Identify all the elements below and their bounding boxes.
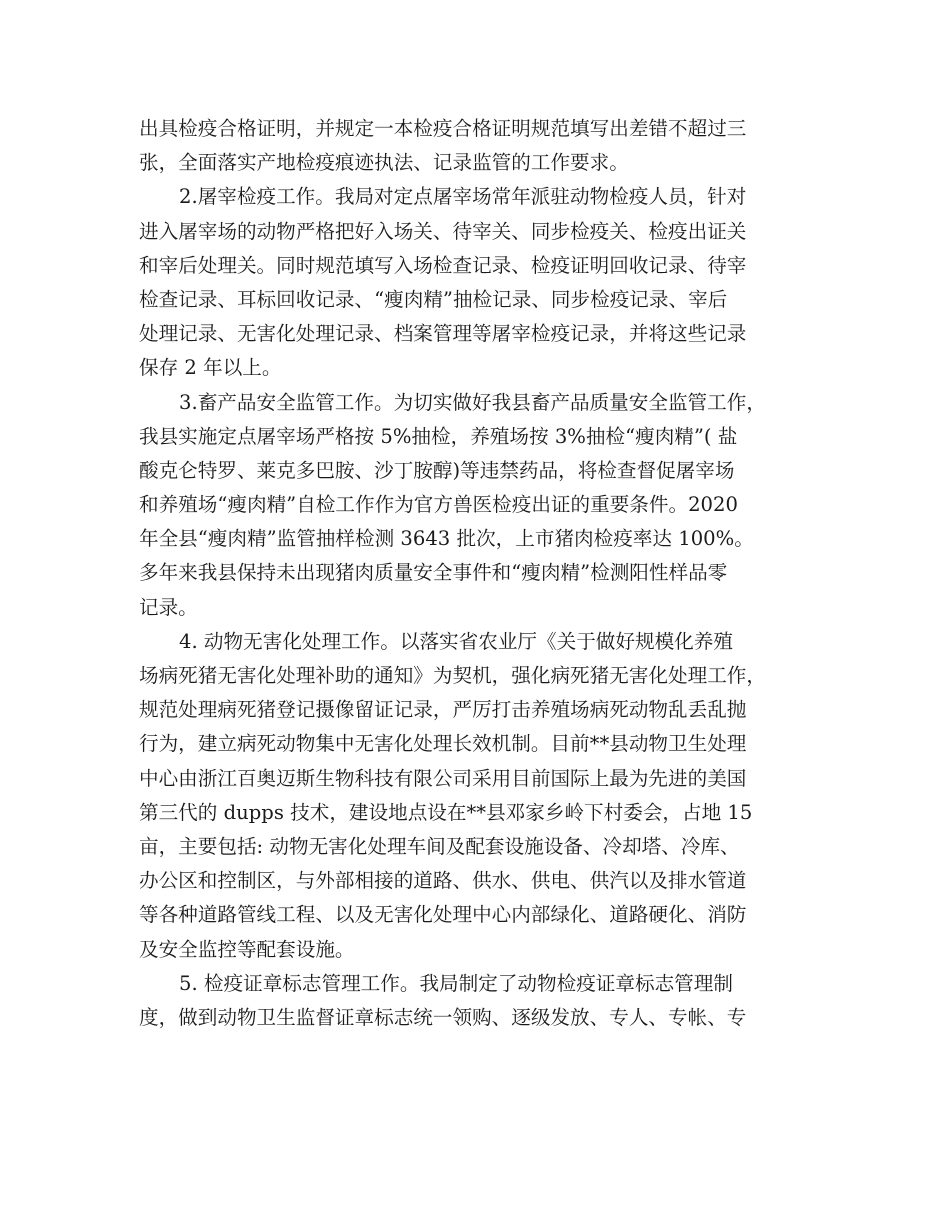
text-line: 检查记录、耳标回收记录、“瘦肉精”抽检记录、同步检疫记录、宰后 xyxy=(139,287,728,311)
text-line: 记录。 xyxy=(139,595,198,619)
paragraph-first-line: 5. 检疫证章标志管理工作。我局制定了动物检疫证章标志管理制 xyxy=(179,971,733,995)
text-line: 中心由浙江百奥迈斯生物科技有限公司采用目前国际上最为先进的美国 xyxy=(139,766,747,790)
text-line: 处理记录、无害化处理记录、档案管理等屠宰检疫记录，并将这些记录 xyxy=(139,322,747,346)
text-line: 亩，主要包括: 动物无害化处理车间及配套设施设备、冷却塔、冷库、 xyxy=(139,834,740,858)
text-line: 张，全面落实产地检疫痕迹执法、记录监管的工作要求。 xyxy=(139,151,629,175)
text-line: 及安全监控等配套设施。 xyxy=(139,937,355,961)
text-line: 第三代的 dupps 技术，建设地点设在**县邓家乡岭下村委会，占地 15 xyxy=(139,800,753,824)
paragraph-first-line: 2.屠宰检疫工作。我局对定点屠宰场常年派驻动物检疫人员，针对 xyxy=(179,185,747,209)
paragraph-first-line: 4. 动物无害化处理工作。以落实省农业厅《关于做好规模化养殖 xyxy=(179,629,733,653)
body-text xyxy=(139,112,815,1035)
text-line: 和养殖场“瘦肉精”自检工作作为官方兽医检疫出证的重要条件。2020 xyxy=(139,493,738,517)
text-line: 场病死猪无害化处理补助的通知》为契机，强化病死猪无害化处理工作， xyxy=(139,664,766,687)
text-line: 年全县“瘦肉精”监管抽样检测 3643 批次，上市猪肉检疫率达 100%。 xyxy=(139,527,754,551)
text-line: 酸克仑特罗、莱克多巴胺、沙丁胺醇)等违禁药品，将检查督促屠宰场 xyxy=(139,458,735,482)
text-line: 度，做到动物卫生监督证章标志统一领购、逐级发放、专人、专帐、专 xyxy=(139,1005,747,1029)
text-line: 进入屠宰场的动物严格把好入场关、待宰关、同步检疫关、检疫出证关 xyxy=(139,219,747,243)
text-line: 出具检疫合格证明，并规定一本检疫合格证明规范填写出差错不超过三 xyxy=(139,117,747,140)
text-line: 多年来我县保持未出现猪肉质量安全事件和“瘦肉精”检测阳性样品零 xyxy=(139,561,728,585)
text-line: 我县实施定点屠宰场严格按 5%抽检，养殖场按 3%抽检“瘦肉精”( 盐 xyxy=(139,424,738,448)
text-line: 规范处理病死猪登记摄像留证记录，严厉打击养殖场病死动物乱丢乱抛 xyxy=(139,698,747,722)
paragraph-first-line: 3.畜产品安全监管工作。为切实做好我县畜产品质量安全监管工作， xyxy=(179,390,766,414)
text-line: 等各种道路管线工程、以及无害化处理中心内部绿化、道路硬化、消防 xyxy=(139,903,747,927)
text-line: 办公区和控制区，与外部相接的道路、供水、供电、供汽以及排水管道 xyxy=(139,869,747,893)
text-line: 和宰后处理关。同时规范填写入场检查记录、检疫证明回收记录、待宰 xyxy=(139,253,747,277)
text-line: 保存 2 年以上。 xyxy=(139,356,282,380)
text-line: 行为，建立病死动物集中无害化处理长效机制。目前**县动物卫生处理 xyxy=(139,732,747,756)
